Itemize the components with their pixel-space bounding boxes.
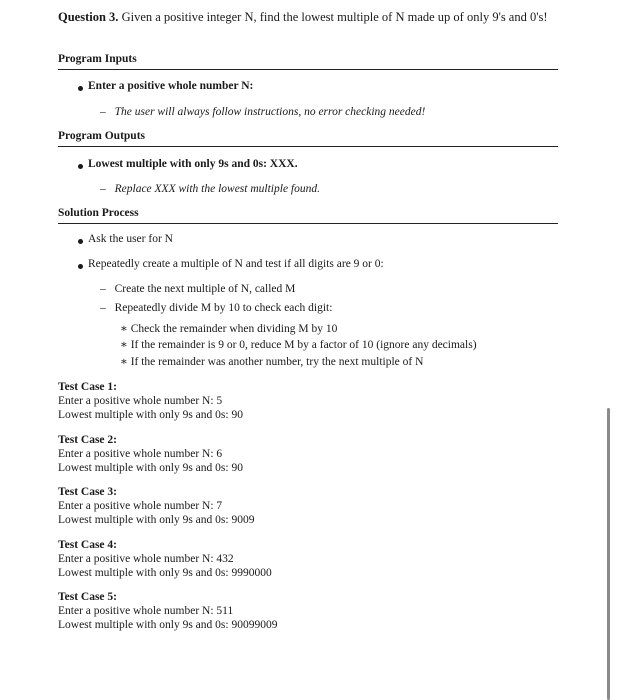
bullet-icon bbox=[78, 264, 83, 269]
test-case-input: Enter a positive whole number N: 432 bbox=[58, 553, 234, 565]
dash-icon: – bbox=[100, 283, 106, 295]
dash-icon: – bbox=[100, 302, 106, 314]
test-case-title: Test Case 1: bbox=[58, 381, 117, 393]
test-case-2 bbox=[58, 433, 243, 475]
test-case-5 bbox=[58, 590, 277, 632]
outputs-item: Lowest multiple with only 9s and 0s: XXX. bbox=[88, 158, 298, 170]
test-case-title: Test Case 3: bbox=[58, 486, 117, 498]
dash-icon: – bbox=[100, 106, 106, 118]
process-subsub-1-line bbox=[120, 321, 337, 335]
process-step-1: Ask the user for N bbox=[88, 233, 173, 245]
test-case-title: Test Case 5: bbox=[58, 591, 117, 603]
test-case-output: Lowest multiple with only 9s and 0s: 9009 bbox=[58, 514, 255, 526]
bullet-icon bbox=[78, 86, 83, 91]
process-subsub-3-line bbox=[120, 354, 423, 368]
process-subsub-2: If the remainder is 9 or 0, reduce M by a factor of 10 (ignore any decimals) bbox=[130, 339, 477, 351]
outputs-divider bbox=[58, 146, 558, 147]
test-case-input: Enter a positive whole number N: 511 bbox=[58, 605, 234, 617]
bullet-icon bbox=[78, 164, 83, 169]
dash-icon: – bbox=[100, 183, 106, 195]
test-case-title: Test Case 4: bbox=[58, 539, 117, 551]
test-case-1 bbox=[58, 380, 243, 422]
process-sub-2-line bbox=[100, 302, 332, 314]
process-step-2: Repeatedly create a multiple of N and test if all digits are 9 or 0: bbox=[88, 258, 384, 270]
vertical-scrollbar[interactable] bbox=[607, 408, 610, 700]
inputs-divider bbox=[58, 69, 558, 70]
test-case-4 bbox=[58, 538, 272, 580]
bullet-icon bbox=[78, 239, 83, 244]
process-sub-1-line bbox=[100, 283, 295, 295]
outputs-heading: Program Outputs bbox=[58, 130, 145, 142]
test-case-input: Enter a positive whole number N: 5 bbox=[58, 395, 223, 407]
outputs-note: Replace XXX with the lowest multiple found. bbox=[114, 183, 320, 195]
process-sub-1: Create the next multiple of N, called M bbox=[114, 283, 296, 295]
process-sub-2: Repeatedly divide M by 10 to check each digit: bbox=[114, 302, 333, 314]
star-icon: ∗ bbox=[120, 356, 128, 368]
inputs-note-line bbox=[100, 106, 425, 118]
star-icon: ∗ bbox=[120, 323, 128, 335]
process-subsub-3: If the remainder was another number, try the next multiple of N bbox=[130, 356, 424, 368]
question-label: Question 3. bbox=[58, 10, 119, 24]
test-case-output: Lowest multiple with only 9s and 0s: 9990000 bbox=[58, 567, 272, 579]
inputs-note: The user will always follow instructions, no error checking needed! bbox=[114, 106, 426, 118]
process-subsub-1: Check the remainder when dividing M by 10 bbox=[130, 323, 338, 335]
test-case-output: Lowest multiple with only 9s and 0s: 90 bbox=[58, 409, 243, 421]
outputs-note-line bbox=[100, 183, 320, 195]
test-case-output: Lowest multiple with only 9s and 0s: 90 bbox=[58, 462, 243, 474]
test-case-3 bbox=[58, 485, 254, 527]
question-text: Given a positive integer N, find the lowest multiple of N made up of only 9's and 0's! bbox=[121, 10, 548, 24]
process-heading: Solution Process bbox=[58, 207, 139, 219]
process-subsub-2-line bbox=[120, 337, 477, 351]
test-case-output: Lowest multiple with only 9s and 0s: 90099009 bbox=[58, 619, 278, 631]
test-case-input: Enter a positive whole number N: 7 bbox=[58, 500, 223, 512]
process-divider bbox=[58, 223, 558, 224]
star-icon: ∗ bbox=[120, 339, 128, 351]
test-case-title: Test Case 2: bbox=[58, 434, 117, 446]
question-line bbox=[58, 10, 548, 25]
inputs-item: Enter a positive whole number N: bbox=[88, 80, 254, 92]
inputs-heading: Program Inputs bbox=[58, 53, 137, 65]
test-case-input: Enter a positive whole number N: 6 bbox=[58, 448, 223, 460]
